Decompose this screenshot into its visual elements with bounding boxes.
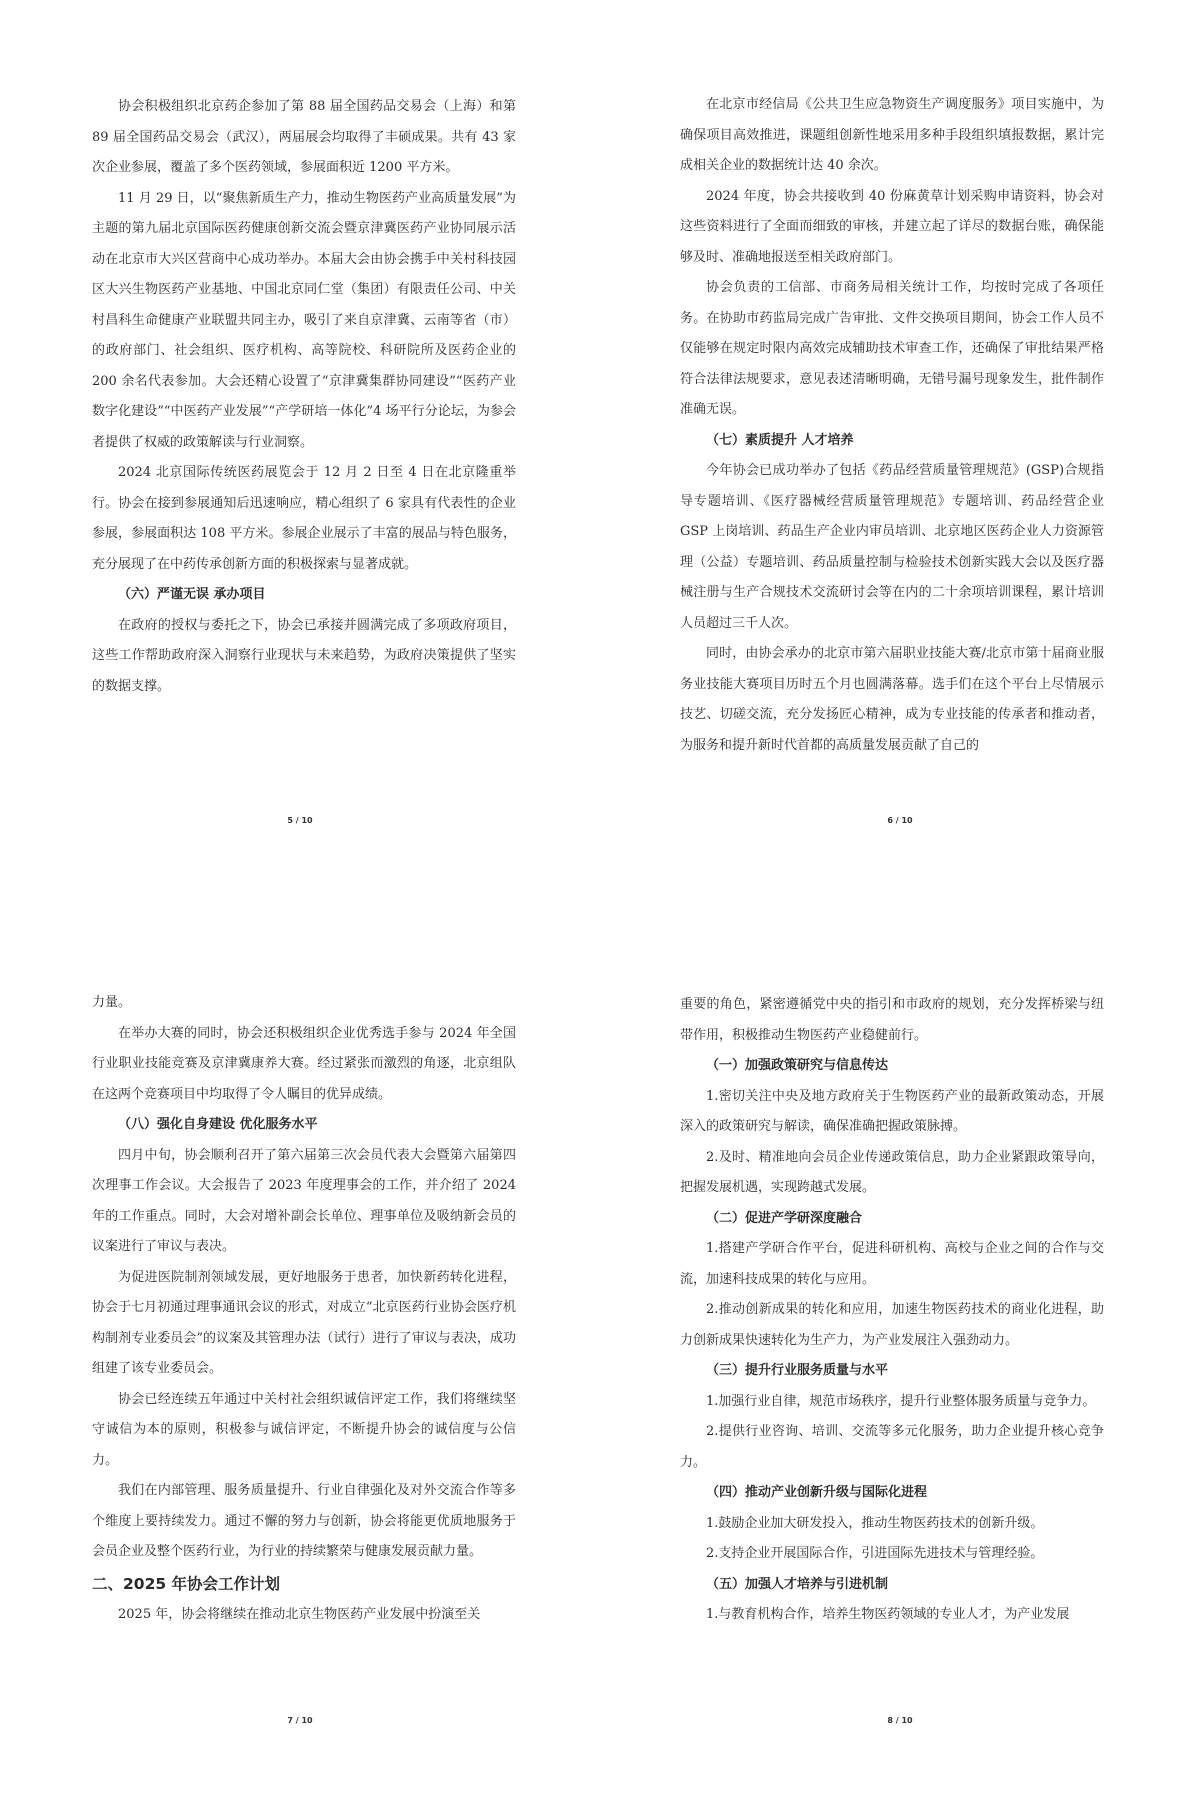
page-number: 7 / 10 bbox=[287, 1716, 313, 1725]
list-item: 1.与教育机构合作，培养生物医药领域的专业人才，为产业发展 bbox=[706, 1607, 1070, 1622]
page-number: 5 / 10 bbox=[287, 816, 313, 825]
paragraph: 四月中旬，协会顺利召开了第六届第三次会员代表大会暨第六届第四次理事工作会议。大会报告了 2023 年度理事会的工作，并介绍了 2024 年的工作重点。同时，大会对增补副会长单位、理事单位及吸纳新会员的议案进行了审议与表决。 bbox=[92, 1147, 516, 1254]
paragraph: 2024 年度，协会共接收到 40 份麻黄草计划采购申请资料，协会对这些资料进行了全面而细致的审核，并建立起了详尽的数据台账，确保能够及时、准确地报送至相关政府部门。 bbox=[680, 188, 1104, 265]
paragraph: 我们在内部管理、服务质量提升、行业自律强化及对外交流合作等多个维度上要持续发力。通过不懈的努力与创新，协会将能更优质地服务于会员企业及整个医药行业，为行业的持续繁荣与健康发展贡献力量。 bbox=[92, 1483, 516, 1559]
subsection-heading: （八）强化自身建设 优化服务水平 bbox=[118, 1117, 318, 1132]
paragraph: 在北京市经信局《公共卫生应急物资生产调度服务》项目实施中，为确保项目高效推进，课题组创新性地采用多种手段组织填报数据，累计完成相关企业的数据统计达 40 余次。 bbox=[680, 97, 1104, 173]
section-heading: 二、2025 年协会工作计划 bbox=[92, 1574, 281, 1593]
paragraph: 在举办大赛的同时，协会还积极组织企业优秀选手参与 2024 年全国行业职业技能竞赛及京津冀康养大赛。经过紧张而激烈的角逐，北京组队在这两个竞赛项目中均取得了令人瞩目的优异成绩。 bbox=[92, 1025, 516, 1102]
list-item: 1.鼓励企业加大研发投入，推动生物医药技术的创新升级。 bbox=[706, 1515, 1044, 1531]
list-item: 1.加强行业自律，规范市场秩序，提升行业整体服务质量与竞争力。 bbox=[706, 1393, 1096, 1409]
page-7-content bbox=[92, 988, 516, 1630]
paragraph: 协会已经连续五年通过中关村社会组织诚信评定工作，我们将继续坚守诚信为本的原则，积极参与诚信评定，不断提升协会的诚信度与公信力。 bbox=[92, 1391, 516, 1468]
document-page-8 bbox=[600, 900, 1200, 1800]
paragraph: 协会负责的工信部、市商务局相关统计工作，均按时完成了各项任务。在协助市药监局完成广告审批、文件交换项目期间，协会工作人员不仅能够在规定时限内高效完成辅助技术审查工作，还确保了审批结果严格符合法律法规要求，意见表述清晰明确，无错号漏号现象发生，批件制作准确无误。 bbox=[680, 280, 1104, 417]
document-page-5 bbox=[0, 0, 600, 900]
subsection-heading: （七）素质提升 人才培养 bbox=[706, 432, 854, 448]
page-6-content bbox=[680, 90, 1104, 761]
subsection-heading: （三）提升行业服务质量与水平 bbox=[706, 1363, 889, 1378]
paragraph-continuation: 力量。 bbox=[92, 995, 132, 1010]
list-item: 1.密切关注中央及地方政府关于生物医药产业的最新政策动态，开展深入的政策研究与解读，确保准确把握政策脉搏。 bbox=[680, 1088, 1104, 1134]
paragraph: 同时，由协会承办的北京市第六届职业技能大赛/北京市第十届商业服务业技能大赛项目历时五个月也圆满落幕。选手们在这个平台上尽情展示技艺、切磋交流，充分发扬匠心精神，成为专业技能的传承者和推动者，为服务和提升新时代首都的高质量发展贡献了自己的 bbox=[680, 646, 1104, 753]
document-page-6 bbox=[600, 0, 1200, 900]
list-item: 2.支持企业开展国际合作，引进国际先进技术与管理经验。 bbox=[706, 1546, 1044, 1561]
subsection-heading: （一）加强政策研究与信息传达 bbox=[706, 1058, 889, 1073]
paragraph: 在政府的授权与委托之下，协会已承接并圆满完成了多项政府项目，这些工作帮助政府深入洞察行业现状与未来趋势，为政府决策提供了坚实的数据支撑。 bbox=[92, 617, 516, 694]
page-8-content bbox=[680, 990, 1104, 1631]
paragraph: 今年协会已成功举办了包括《药品经营质量管理规范》(GSP)合规指导专题培训、《医疗器械经营质量管理规范》专题培训、药品经营企业 GSP 上岗培训、药品生产企业内审员培训、北京地区医药企业人力资源管理（公益）专题培训、药品质量控制与检验技术创新实践大会以及医疗器械注册与生产合规技术交流研讨会等在内的二十余项培训课程，累计培训人员超过三千人次。 bbox=[680, 463, 1104, 631]
paragraph: 为促进医院制剂领域发展，更好地服务于患者，加快新药转化进程，协会于七月初通过理事通讯会议的形式，对成立“北京医药行业协会医疗机构制剂专业委员会”的议案及其管理办法（试行）进行了审议与表决，成功组建了该专业委员会。 bbox=[92, 1269, 516, 1376]
page-number: 6 / 10 bbox=[887, 816, 913, 825]
paragraph-continuation: 重要的角色，紧密遵循党中央的指引和市政府的规划，充分发挥桥梁与纽带作用，积极推动生物医药产业稳健前行。 bbox=[680, 997, 1104, 1043]
paragraph: 协会积极组织北京药企参加了第 88 届全国药品交易会（上海）和第 89 届全国药品交易会（武汉），两届展会均取得了丰硕成果。共有 43 家次企业参展，覆盖了多个医药领域，参展面积近 1200 平方米。 bbox=[92, 99, 516, 175]
document-page-7 bbox=[0, 900, 600, 1800]
subsection-heading: （六）严谨无误 承办项目 bbox=[118, 587, 266, 602]
list-item: 2.及时、精准地向会员企业传递政策信息，助力企业紧跟政策导向，把握发展机遇，实现跨越式发展。 bbox=[680, 1149, 1104, 1195]
subsection-heading: （四）推动产业创新升级与国际化进程 bbox=[706, 1485, 928, 1500]
page-5-content bbox=[92, 92, 516, 702]
paragraph: 2025 年，协会将继续在推动北京生物医药产业发展中扮演至关 bbox=[118, 1606, 481, 1622]
paragraph: 11 月 29 日，以“聚焦新质生产力，推动生物医药产业高质量发展”为主题的第九届北京国际医药健康创新交流会暨京津冀医药产业协同展示活动在北京市大兴区营商中心成功举办。本届大会由协会携手中关村科技园区大兴生物医药产业基地、中国北京同仁堂（集团）有限责任公司、中关村昌科生命健康产业联盟共同主办，吸引了来自京津冀、云南等省（市）的政府部门、社会组织、医疗机构、高等院校、科研院所及医药企业的 200 余名代表参加。大会还精心设置了“京津冀集群协同建设”“医药产业数字化建设”“中医药产业发展”“产学研培一体化”4 场平行分论坛，为参会者提供了权威的政策解读与行业洞察。 bbox=[92, 190, 516, 450]
list-item: 2.推动创新成果的转化和应用，加速生物医药技术的商业化进程，助力创新成果快速转化为生产力，为产业发展注入强劲动力。 bbox=[680, 1302, 1104, 1348]
list-item: 2.提供行业咨询、培训、交流等多元化服务，助力企业提升核心竞争力。 bbox=[680, 1424, 1104, 1470]
subsection-heading: （五）加强人才培养与引进机制 bbox=[706, 1576, 889, 1592]
subsection-heading: （二）促进产学研深度融合 bbox=[706, 1210, 863, 1226]
paragraph: 2024 北京国际传统医药展览会于 12 月 2 日至 4 日在北京隆重举行。协会在接到参展通知后迅速响应，精心组织了 6 家具有代表性的企业参展，参展面积达 108 平方米。参展企业展示了丰富的展品与特色服务，充分展现了在中药传承创新方面的积极探索与显著成就。 bbox=[92, 465, 516, 572]
page-number: 8 / 10 bbox=[887, 1716, 913, 1725]
list-item: 1.搭建产学研合作平台，促进科研机构、高校与企业之间的合作与交流，加速科技成果的转化与应用。 bbox=[680, 1241, 1104, 1287]
